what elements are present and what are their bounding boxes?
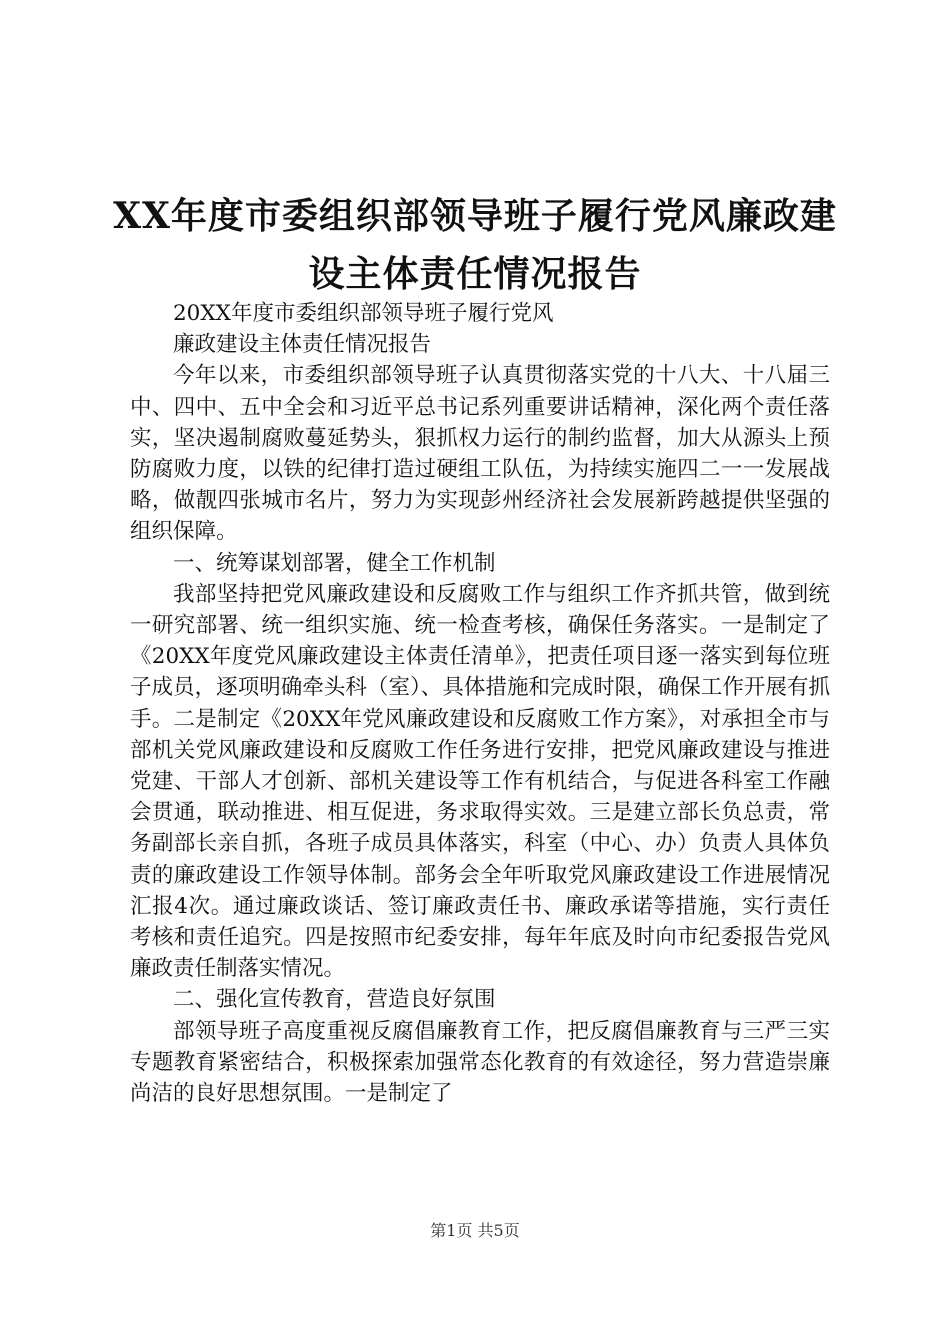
subtitle-line-2: 廉政建设主体责任情况报告 [173, 332, 432, 358]
document-body [130, 298, 830, 1109]
document-title-line-1: XX年度市委组织部领导班子履行党风廉政建 [113, 195, 837, 237]
paragraph-section-2: 部领导班子高度重视反腐倡廉教育工作，把反腐倡廉教育与三严三实专题教育紧密结合，积极探索加强常态化教育的有效途径，努力营造崇廉尚洁的良好思想氛围。一是制定了 [130, 1018, 830, 1107]
document-title-line-2: 设主体责任情况报告 [308, 253, 642, 295]
page-footer: 第1页 共5页 [430, 1221, 520, 1240]
paragraph-section-1: 我部坚持把党风廉政建设和反腐败工作与组织工作齐抓共管，做到统一研究部署、统一组织实施、统一检查考核，确保任务落实。一是制定了《20XX年度党风廉政建设主体责任清单》，把责任项目逐一落实到每位班子成员，逐项明确牵头科（室）、具体措施和完成时限，确保工作开展有抓手。二是制定《20XX年党风廉政建设和反腐败工作方案》，对承担全市与部机关党风廉政建设和反腐败工作任务进行安排，把党风廉政建设与推进党建、干部人才创新、部机关建设等工作有机结合，与促进各科室工作融会贯通，联动推进、相互促进，务求取得实效。三是建立部长负总责，常务副部长亲自抓，各班子成员具体落实，科室（中心、办）负责人具体负责的廉政建设工作领导体制。部务会全年听取党风廉政建设工作进展情况汇报4次。通过廉政谈话、签订廉政责任书、廉政承诺等措施，实行责任考核和责任追究。四是按照市纪委安排，每年年底及时向市纪委报告党风廉政责任制落实情况。 [130, 581, 830, 982]
section-heading-2: 二、强化宣传教育，营造良好氛围 [173, 987, 496, 1013]
subtitle-line-1: 20XX年度市委组织部领导班子履行党风 [173, 301, 554, 326]
paragraph-intro: 今年以来，市委组织部领导班子认真贯彻落实党的十八大、十八届三中、四中、五中全会和习近平总书记系列重要讲话精神，深化两个责任落实，坚决遏制腐败蔓延势头，狠抓权力运行的制约监督，加大从源头上预防腐败力度，以铁的纪律打造过硬组工队伍，为持续实施四二一一发展战略，做靓四张城市名片，努力为实现彭州经济社会发展新跨越提供坚强的组织保障。 [130, 363, 830, 545]
section-heading-1: 一、统筹谋划部署，健全工作机制 [173, 550, 496, 576]
